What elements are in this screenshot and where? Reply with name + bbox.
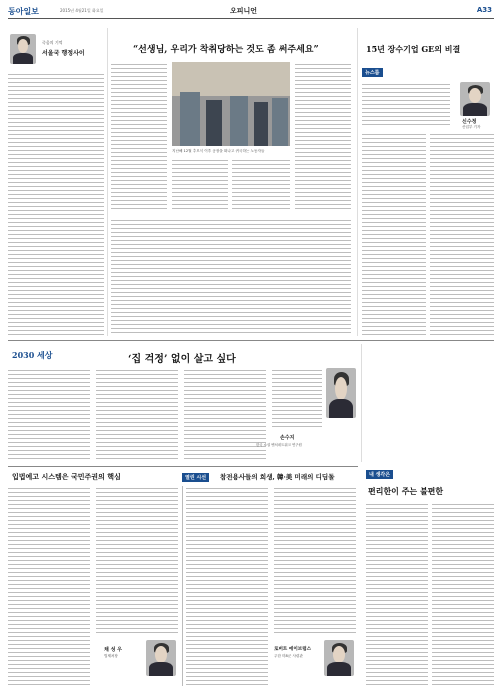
bottom-text-col4 bbox=[274, 486, 356, 636]
right-headline: 15년 장수기업 GE의 비결 bbox=[366, 44, 461, 54]
column-byline: 서울국 행정사이 bbox=[42, 50, 85, 57]
left-column bbox=[8, 28, 104, 336]
bottom-text-col1 bbox=[8, 486, 90, 686]
author1-name: 채 성 우 bbox=[104, 647, 122, 653]
bottom-right-column bbox=[366, 466, 494, 688]
column-divider bbox=[357, 28, 358, 336]
bottom-headline-1: 입법예고 시스템은 국민주권의 핵심 bbox=[12, 472, 121, 481]
column-divider bbox=[361, 344, 362, 462]
bottom-right-text-col2 bbox=[432, 502, 494, 688]
right-text-col2 bbox=[430, 132, 494, 336]
writer-photo bbox=[326, 368, 356, 418]
top-story-text-col3 bbox=[232, 158, 290, 212]
reporter-photo bbox=[460, 82, 490, 116]
bottom-text-col2 bbox=[96, 486, 178, 636]
mid-story-headline: ‘집 걱정’ 없이 살고 싶다 bbox=[128, 354, 236, 365]
mid-story bbox=[8, 344, 358, 462]
open-view-tag: 열린 시선 bbox=[182, 473, 209, 482]
bottom-right-headline: 편리한이 주는 불편한 bbox=[368, 486, 444, 496]
top-story-text-col1 bbox=[111, 62, 167, 212]
mid-text-col1 bbox=[8, 368, 90, 462]
top-story bbox=[111, 28, 353, 336]
top-story-text-col4 bbox=[295, 62, 351, 212]
bottom-story bbox=[8, 470, 358, 688]
section-logo: 2030 세상 bbox=[12, 350, 53, 360]
writer-name: 손수지 bbox=[280, 435, 295, 441]
author1-photo bbox=[146, 640, 176, 676]
my-opinion-tag: 내 생각은 bbox=[366, 470, 393, 479]
author2-title: 주한 미8군 사령관 bbox=[274, 654, 303, 658]
section-rule bbox=[8, 340, 494, 341]
mid-text-col2 bbox=[96, 368, 178, 462]
page-header bbox=[8, 6, 494, 19]
mid-text-col3 bbox=[184, 368, 266, 462]
top-story-headline: “선생님, 우리가 착취당하는 것도 좀 써주세요” bbox=[133, 45, 319, 55]
right-text-col1 bbox=[362, 132, 426, 336]
author2-name: 로버트 에이브럼스 bbox=[274, 647, 312, 652]
reporter-title: 산업부 기자 bbox=[462, 125, 481, 129]
top-story-photo bbox=[172, 62, 290, 146]
bottom-text-col3 bbox=[186, 486, 268, 686]
bottom-right-text-col1 bbox=[366, 502, 428, 688]
top-story-text-col2 bbox=[172, 158, 228, 212]
top-story-text-lower bbox=[111, 218, 351, 336]
photo-caption: 지난해 12월 추모식 이후 공장을 떠나고 귀국하는 노동자들 bbox=[172, 149, 265, 153]
right-text-top bbox=[362, 82, 450, 128]
section-rule bbox=[8, 466, 358, 467]
right-column bbox=[362, 28, 494, 336]
column-divider bbox=[182, 486, 183, 686]
column-kicker: 죽음의 기억 bbox=[42, 40, 63, 45]
column-body-text bbox=[8, 72, 104, 336]
page-number: A33 bbox=[476, 6, 492, 14]
issue-date: 2015년 4월21일 화요일 bbox=[60, 8, 104, 13]
column-divider bbox=[107, 28, 108, 336]
author1-title: 법제처장 bbox=[104, 654, 118, 658]
writer-title: 한국 소셜 벤처네트워크 연구원 bbox=[256, 443, 302, 447]
bottom-headline-2: 참전용사들의 희생, 韓·美 미래의 디딤돌 bbox=[220, 473, 335, 481]
newsroom-tag: 뉴스룸 bbox=[362, 68, 383, 77]
columnist-photo bbox=[10, 34, 36, 64]
newspaper-logo: 동아일보 bbox=[8, 7, 39, 16]
reporter-name: 신수정 bbox=[462, 119, 477, 125]
author2-photo bbox=[324, 640, 354, 676]
mid-text-col4 bbox=[272, 368, 322, 428]
section-title: 오피니언 bbox=[230, 7, 258, 15]
